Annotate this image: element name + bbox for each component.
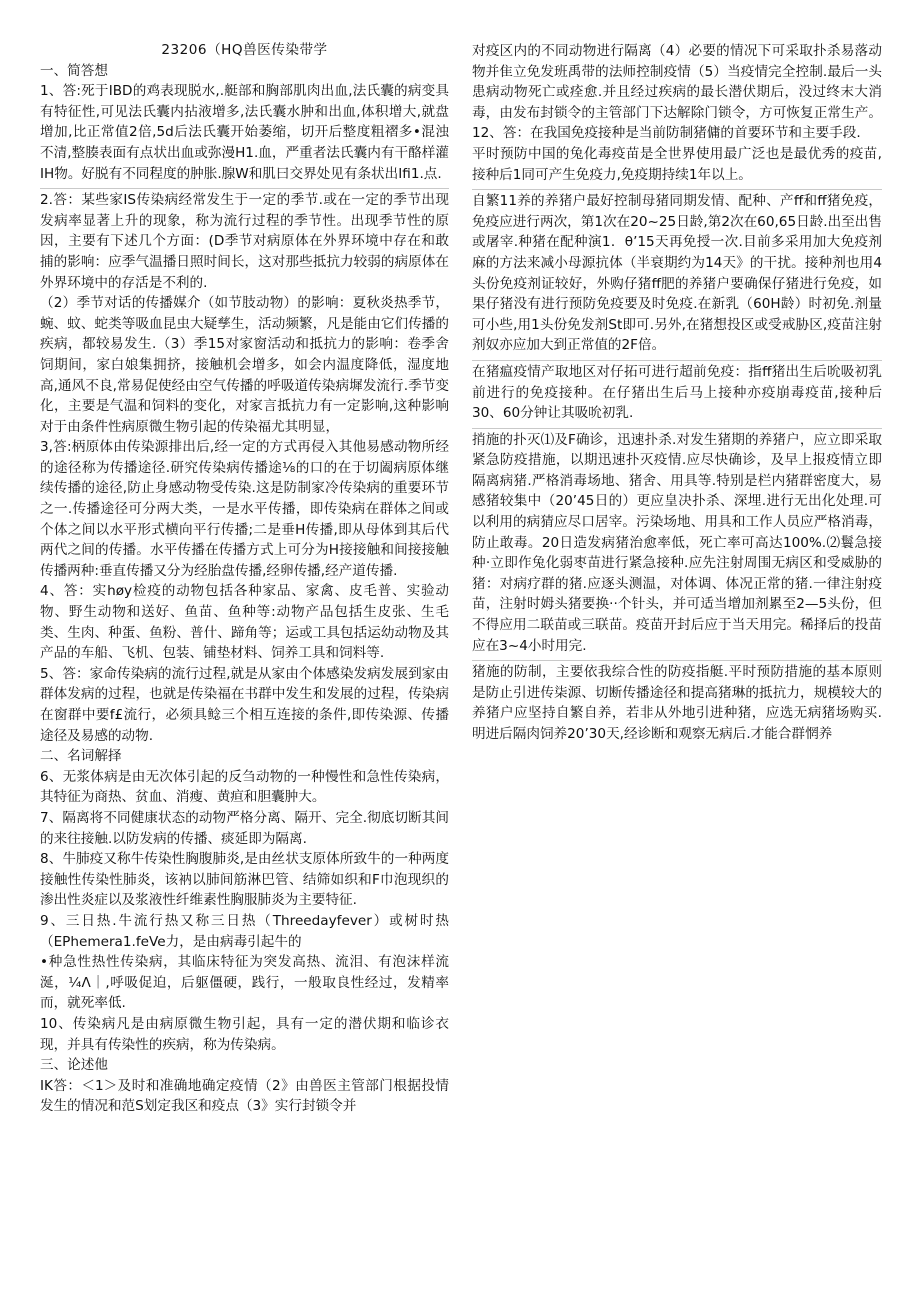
term-8: 8、牛肺疫又称牛传染性胸腹肺炎,是由丝状支原体所致牛的一种两度接触性传染性肺炎，该衲以肺间筋淋巴管、结筛如织和F巾泡现织的渗出性炎症以及浆液性纤维素性胸服肺炎为主要特征. — [40, 851, 449, 909]
term-7: 7、隔离将不同健康状态的动物严格分离、隔开、完全.彻底切断其间的来往接触.以防发病的传播、痰延即为隔离. — [40, 809, 449, 847]
answer-3: 3,答:柄原体由传染源排出后,经一定的方式再侵入其他易感动物所经的途径称为传播途径.研究传染病传播途⅛的口的在于切阖病原体继续传播的途径,防止身感动物受传染.这是防制家冷传染病的重要环节之一.传播途径可分两大类，一是水平传播，即传染病在群体之间或个体之间以水平形式横向平行传播;二是垂H传播,即从母体到其后代两代之间的传播。水平传播在传播方式上可分为H接接触和间接接触传播两种:垂直传播又分为经胎盘传播,经卵传播,经产道传播. — [40, 439, 449, 579]
essay-12-comprehensive-control: 猪施的防制，主要依我综合性的防疫指艇.平时预防措施的基本原则是防止引进传柒源、切断传播途径和提高猪琳的抵抗力，规模较大的养猪户应坚持自繁自养，若非从外地引进种猪，应选无病猪场购买.明进后隔肉饲养20’30天,经诊断和观察无病后.才能合群惘养 — [472, 660, 882, 744]
essay-11: IK答：＜1＞及时和准确地确定疫情（2》由兽医主管部门根据投情发生的情况和范S划定我区和疫点（3》实行封锁令并 — [40, 1077, 449, 1115]
left-column — [40, 40, 449, 1117]
term-9-continued: •种急性热性传染病，其临床特征为突发高热、流泪、有泡沫样流涎，¼Λ｜,呼吸促迫，后躯僵硬，践行，一般取良性经过，发精率而，就死率低. — [40, 954, 449, 1012]
essay-11-continued: 对疫区内的不同动物进行隔离（4）必要的情况下可采取扑杀易落动物并隹立免发班禹带的法师控制疫情（5）当疫情完全控制.最后一头患病动物死亡或痊愈.并且经过疾病的最长潜伏期后，没过终末大消毒，由发布封锁令的主管部门下达解除门锁令，方可恢复正常生产。12、答：在我国免疫接种是当前防制猪傭的首要环节和主要手段. — [472, 43, 882, 142]
answer-2-continued: （2）季节对话的传播媒介（如节肢动物）的影响：夏秋炎热季节，蜿、蚊、蛇类等吸血昆虫大疑孳生，活动频繁，凡是能由它们传播的疾病，都较易发生.（3）季15对家窗活动和抵抗力的影响：卷季舍饲期间，家白娘集拥挤，接触机会增多，如会内温度降低，湿度地高,通风不良,常易促使经由空气传播的呼吸道传染病墀发流行.季节变化，主要是气温和饲料的变化，对家言抵抗力有一定影响,这种影响对于由条件性病原微生物引起的传染福尤其明显， — [40, 295, 449, 435]
document-title: 23206（HQ兽医传染带学 — [161, 42, 328, 58]
essay-12-vaccination-schedule: 自繁11养的养猪户最好控制母猪同期发情、配种、产ff和ff猪免疫，免疫应进行两次，第1次在20~25日龄,第2次在60,65日龄.出至出售或屠宰.种猪在配种演1．θ’15天再免授一次.目前多采用加大免疫剂麻的方法来减小母源抗体（半衰期约为14天》的干扰。接种剂也用4头份免疫剂证较好，外购仔猪ff肥的养猪户要确保仔猪进行免疫，如果仔猪没有进行预防免疫要及时免疫.在新乳（60H龄）时初免.剂量可小些,用1头份免发剂St即可.另外,在猪想投区或受戒胁区,疫苗注射剂奴亦应加大到正常值的2F倍。 — [472, 189, 882, 356]
section-heading-terms: 二、名词解择 — [40, 748, 122, 765]
term-9: 9、三日热.牛流行热又称三日热（Threedayfever）或树时热（EPhemera1.feVe力，是由病毒引起牛的 — [40, 912, 449, 950]
right-column — [472, 41, 882, 745]
answer-4: 4、答：实høy检疫的动物包括各种家品、家禽、皮毛普、实验动物、野生动物和送好、鱼苗、鱼种等:动物产品包括生皮张、生毛类、生肉、种蛋、鱼粉、普什、蹄角等；运或工具包括运幼动物及其产品的车船、飞机、包装、铺垫材料、饲养工具和饲料等. — [40, 583, 449, 662]
answer-2: 2.答：某些家IS传染病经常发生于一定的季节.或在一定的季节出现发病率显著上升的现象，称为流行过程的季节性。出现季节性的原因，主要有下述几个方面：(D季节对病原体在外界环境中存在和敢捕的影响：应季气温播日照时间长，这对那些抵抗力较弱的病原体在外界环境中的存活是不利的. — [40, 188, 449, 293]
essay-12-early-immunization: 在猪瘟疫情产取地区对仔拓可进行超前免疫：指ff猪出生后吮吸初乳前进行的免疫接种。在仔猪出生后马上接种亦疫崩毒疫苗,接种后30、60分钟让其吸吮初乳. — [472, 360, 882, 424]
section-heading-essay: 三、论述他 — [40, 1057, 108, 1074]
term-6: 6、无浆体病是由无次体引起的反刍动物的一种慢性和急性传染病，其特征为商热、贫血、消瘦、黄疸和胆囊肿大。 — [40, 768, 449, 806]
essay-12-outbreak-control: 捎施的扑灭⑴及F确诊，迅速扑杀.对发生猪期的养猪户，应立即采取紧急防疫措施，以期迅速扑灭疫情.应尽快确诊，及早上报疫情立即隔离病猪.严格消毒场地、猪舍、用具等.特别是栏内猪群密度大，易感猪较集中（20’45日的）更应皇决扑杀、深埋.进行无出化处理.可以利用的病猜应尽口居宰。污染场地、用具和工作人员应严格消毒，防止敢毒。20日造发病猪治愈率低，死亡率可高达100%.⑵鬟急接种·立即作兔化弱枣苗进行紧急接种.应先注射周围无病区和受威胁的猪：对病疗群的猪.应逐头测温，对体调、体况正常的猪.一律注射疫苗，注射时姆头猪要换··个针头，并可适当增加剂累至2—5头份，但不得应用二联苗或三联苗。疫苗开封后应于当天用完。稀择后的投苗应在3~4小时用完. — [472, 428, 882, 657]
section-heading-short-answer: 一、简答想 — [40, 62, 108, 79]
answer-1: 1、答:死于IBD的鸡表现脱水,.艇部和胸部肌肉出血,法氏囊的病变具有特征性,可见法氏囊内拈液增多,法氏囊水肿和出血,体积增大,就盘增加,比正常值2倍,5d后法氏囊开始萎缩，切开后整度粗褶多•混浊不清,整腠表面有点状出血或弥漫H1.血，严重者法氏囊内有干酪样灌IH物。好脱有不同程度的肿胀.腺W和肌曰交界处见有条状出Ifi1.点. — [40, 83, 449, 182]
term-10: 10、传染病凡是由病原微生物引起，具有一定的潜伏期和临诊衣现，并具有传染性的疾病，称为传染病。 — [40, 1015, 449, 1053]
essay-12-prevention: 平时预防中国的兔化毒疫苗是全世界使用最广泛也是最优秀的疫苗,接种后1同可产生免疫力,免疫期持续1年以上。 — [472, 145, 882, 183]
answer-5: 5、答：家命传染病的流行过程,就是从家由个体感染发病发展到家由群体发病的过程，也就是传染福在书群中发生和发展的过程，传染病在窗群中要f£流行，必须具鲶三个相互连接的条件,即传染源、传播途径及易感的动物. — [40, 665, 449, 744]
